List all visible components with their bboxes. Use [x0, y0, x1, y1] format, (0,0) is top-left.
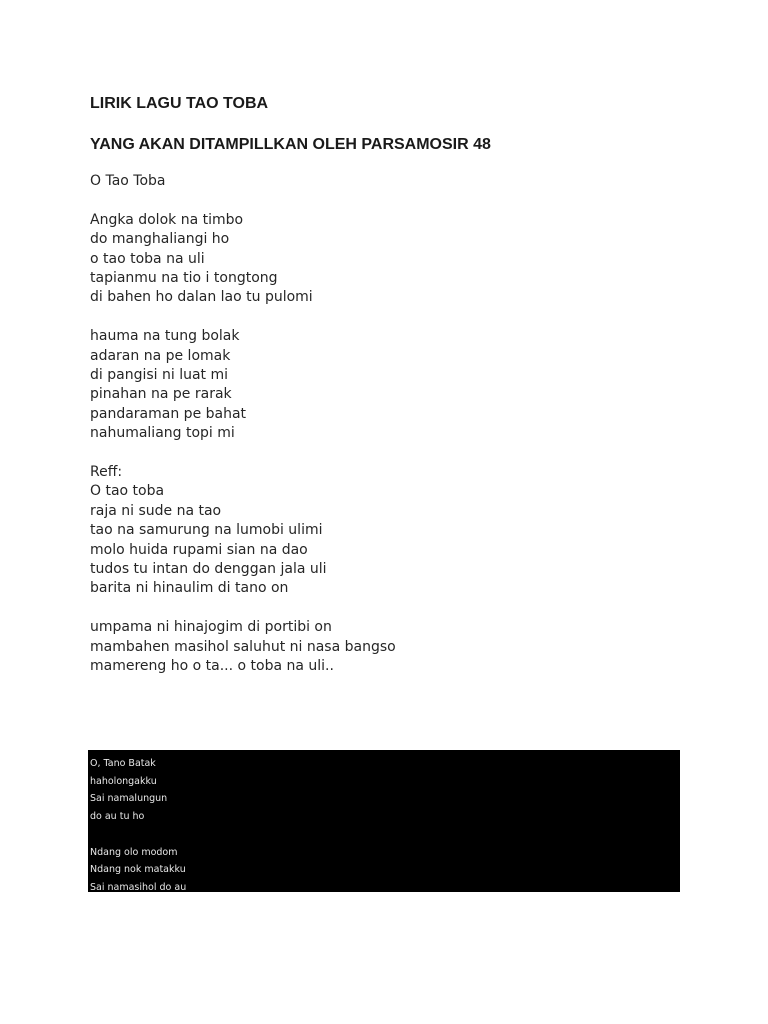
embedded-lyric-line: Sai namasihol do au: [90, 881, 187, 892]
stanza-refrain: [90, 463, 396, 599]
lyric-line: mamereng ho o ta... o toba na uli..: [90, 658, 334, 675]
lyric-line: pandaraman pe bahat: [90, 405, 247, 422]
lyric-line: Reff:: [90, 464, 123, 481]
lyric-line: barita ni hinaulim di tano on: [90, 580, 289, 597]
document-subtitle: YANG AKAN DITAMPILLKAN OLEH PARSAMOSIR 48: [90, 136, 491, 153]
document-title: LIRIK LAGU TAO TOBA: [90, 95, 269, 112]
embedded-lyric-line: do au tu ho: [90, 811, 145, 823]
lyric-line: pinahan na pe rarak: [90, 386, 232, 403]
embedded-lyric-line: Ndang olo modom: [90, 846, 178, 858]
stanza-intro: [90, 172, 396, 191]
lyric-line: O Tao Toba: [90, 173, 166, 189]
lyric-line: do manghaliangi ho: [90, 231, 230, 248]
lyric-line: tapianmu na tio i tongtong: [90, 270, 278, 287]
lyric-line: hauma na tung bolak: [90, 328, 240, 345]
lyrics-text: [90, 172, 396, 696]
embedded-lyric-line: Sai namalungun: [90, 793, 168, 805]
embedded-stanza-2: [90, 844, 186, 893]
lyric-line: raja ni sude na tao: [90, 502, 222, 519]
lyric-line: o tao toba na uli: [90, 250, 205, 267]
lyric-line: adaran na pe lomak: [90, 347, 231, 364]
embedded-lyric-line: O, Tano Batak: [90, 758, 156, 769]
lyric-line: tao na samurung na lumobi ulimi: [90, 522, 323, 539]
lyric-line: di bahen ho dalan lao tu pulomi: [90, 289, 313, 306]
embedded-lyrics-text: [90, 755, 186, 892]
stanza-verse-2: [90, 327, 396, 443]
lyric-line: Angka dolok na timbo: [90, 211, 244, 228]
lyric-line: nahumaliang topi mi: [90, 425, 235, 442]
stanza-verse-1: [90, 211, 396, 308]
embedded-stanza-1: [90, 755, 186, 826]
lyric-line: O tao toba: [90, 483, 165, 500]
embedded-lyric-line: haholongakku: [90, 775, 157, 787]
lyric-line: molo huida rupami sian na dao: [90, 541, 308, 558]
lyric-line: umpama ni hinajogim di portibi on: [90, 619, 332, 636]
embedded-lyric-line: Ndang nok matakku: [90, 864, 186, 876]
lyric-line: di pangisi ni luat mi: [90, 367, 228, 384]
lyric-line: tudos tu intan do denggan jala uli: [90, 561, 327, 578]
lyric-line: mambahen masihol saluhut ni nasa bangso: [90, 638, 396, 655]
embedded-lyrics-image: [88, 750, 680, 892]
stanza-outro: [90, 618, 396, 676]
